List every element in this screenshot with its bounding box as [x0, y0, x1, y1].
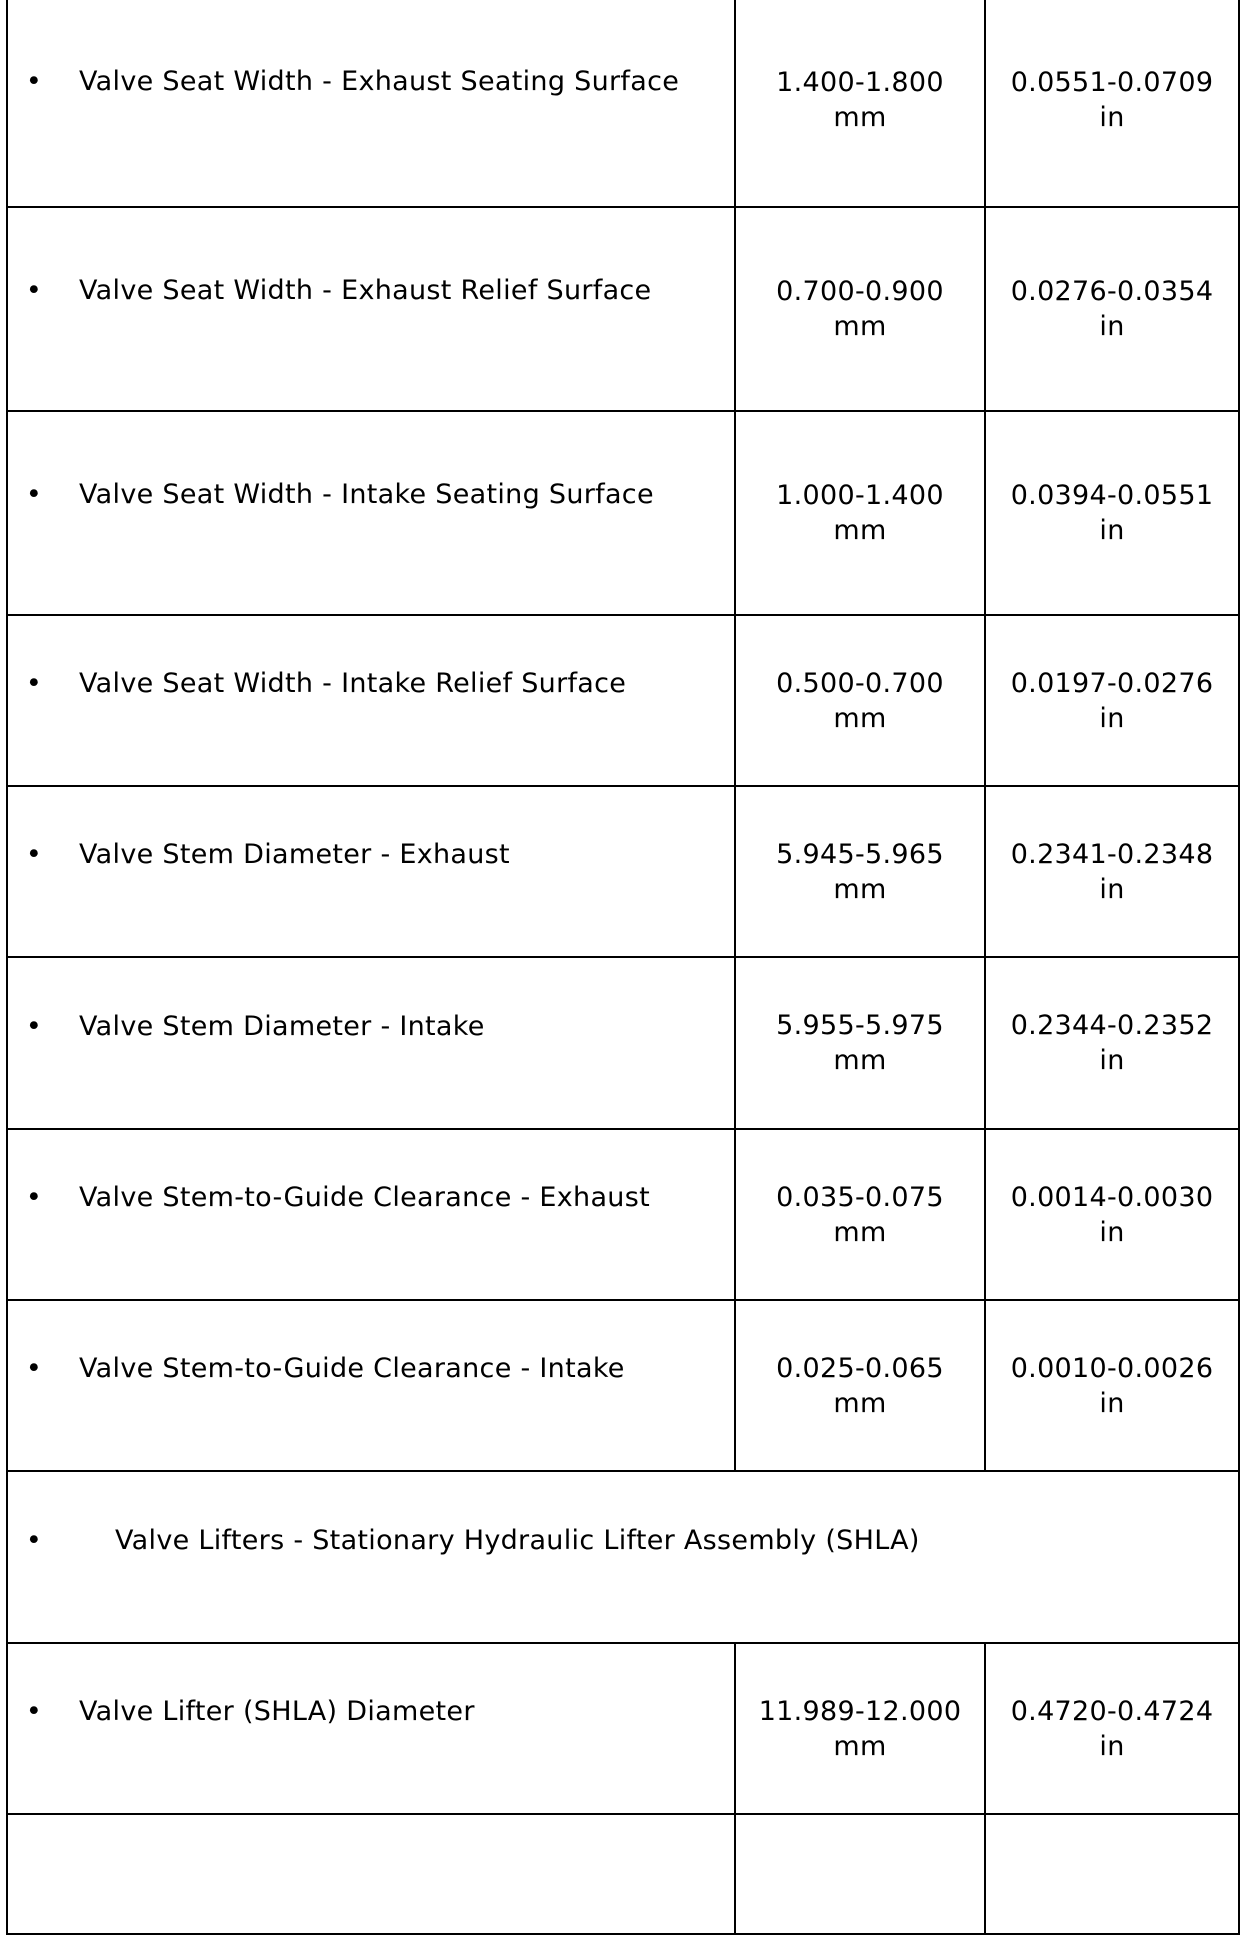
imperial-unit: in — [1099, 702, 1125, 734]
imperial-unit: in — [1099, 1045, 1125, 1076]
metric-unit: mm — [833, 515, 887, 546]
imperial-value-cell — [985, 411, 1239, 615]
table-row — [7, 615, 1239, 786]
imperial-value-cell — [985, 0, 1239, 207]
imperial-value: 0.0276-0.0354 — [1010, 276, 1214, 307]
spec-description: Valve Stem Diameter - Intake — [79, 1010, 485, 1042]
section-heading-row — [7, 1471, 1239, 1643]
metric-unit: mm — [833, 1387, 887, 1419]
spec-description: Valve Seat Width - Exhaust Seating Surface — [79, 66, 680, 97]
imperial-unit: in — [1099, 515, 1125, 546]
section-heading: Valve Lifters - Stationary Hydraulic Lifter Assembly (SHLA) — [115, 1524, 920, 1556]
metric-value: 11.989-12.000 — [758, 1695, 962, 1727]
imperial-value-cell — [985, 1300, 1239, 1471]
metric-value-cell — [735, 786, 985, 957]
imperial-value-cell — [985, 1643, 1239, 1814]
imperial-value: 0.0010-0.0026 — [1010, 1352, 1214, 1384]
imperial-value: 0.4720-0.4724 — [1010, 1695, 1214, 1727]
spec-description: Valve Seat Width - Exhaust Relief Surface — [79, 275, 652, 306]
spec-description-cell — [7, 207, 735, 411]
metric-value-cell — [735, 207, 985, 411]
section-heading-cell — [7, 1471, 1239, 1643]
metric-value-cell — [735, 1129, 985, 1300]
bullet-icon: • — [25, 668, 43, 699]
metric-unit: mm — [833, 1045, 887, 1076]
imperial-value-cell — [985, 615, 1239, 786]
imperial-value-cell — [985, 957, 1239, 1129]
table-row — [7, 1129, 1239, 1300]
imperial-unit: in — [1099, 102, 1125, 133]
metric-value-cell — [735, 957, 985, 1129]
metric-value: 1.000-1.400 — [776, 480, 944, 511]
table-row — [7, 786, 1239, 957]
spec-description-cell — [7, 411, 735, 615]
bullet-icon: • — [25, 1696, 43, 1727]
bullet-icon: • — [25, 479, 43, 510]
spec-description-cell — [7, 1129, 735, 1300]
spec-description: Valve Stem-to-Guide Clearance - Intake — [79, 1353, 625, 1384]
spec-description: Valve Seat Width - Intake Relief Surface — [79, 668, 627, 699]
metric-value-cell — [735, 1643, 985, 1814]
empty-cell — [735, 1814, 985, 1934]
metric-value: 0.025-0.065 — [776, 1352, 944, 1384]
metric-unit: mm — [833, 873, 887, 905]
spec-description-cell — [7, 615, 735, 786]
bullet-icon: • — [25, 1353, 43, 1384]
bullet-icon: • — [25, 1182, 43, 1213]
imperial-unit: in — [1099, 311, 1125, 342]
imperial-value-cell — [985, 786, 1239, 957]
metric-unit: mm — [833, 1730, 887, 1762]
spec-description: Valve Stem Diameter - Exhaust — [79, 839, 510, 870]
bullet-icon: • — [25, 1010, 43, 1042]
spec-table — [6, 0, 1240, 1935]
imperial-unit: in — [1099, 1216, 1125, 1248]
table-row — [7, 1300, 1239, 1471]
imperial-unit: in — [1099, 1730, 1125, 1762]
imperial-value: 0.0394-0.0551 — [1010, 480, 1214, 511]
metric-value: 0.035-0.075 — [776, 1181, 944, 1213]
imperial-value: 0.2341-0.2348 — [1010, 838, 1214, 870]
metric-unit: mm — [833, 102, 887, 133]
imperial-unit: in — [1099, 873, 1125, 905]
metric-unit: mm — [833, 311, 887, 342]
metric-value-cell — [735, 1300, 985, 1471]
metric-unit: mm — [833, 1216, 887, 1248]
spec-description: Valve Lifter (SHLA) Diameter — [79, 1696, 475, 1727]
imperial-unit: in — [1099, 1387, 1125, 1419]
metric-value-cell — [735, 411, 985, 615]
spec-description-cell — [7, 786, 735, 957]
metric-value: 0.500-0.700 — [776, 667, 944, 699]
metric-value: 5.955-5.975 — [776, 1010, 944, 1041]
bullet-icon: • — [25, 66, 43, 97]
imperial-value: 0.0014-0.0030 — [1010, 1181, 1214, 1213]
spec-description: Valve Stem-to-Guide Clearance - Exhaust — [79, 1182, 650, 1213]
empty-cell — [7, 1814, 735, 1934]
table-row — [7, 957, 1239, 1129]
empty-cell — [985, 1814, 1239, 1934]
imperial-value: 0.0197-0.0276 — [1010, 667, 1214, 699]
spec-description-cell — [7, 1300, 735, 1471]
metric-value: 0.700-0.900 — [776, 276, 944, 307]
imperial-value-cell — [985, 207, 1239, 411]
bullet-icon: • — [25, 1524, 43, 1556]
table-row — [7, 207, 1239, 411]
metric-value: 1.400-1.800 — [776, 67, 944, 98]
spec-description-cell — [7, 957, 735, 1129]
metric-value: 5.945-5.965 — [776, 838, 944, 870]
metric-unit: mm — [833, 702, 887, 734]
imperial-value-cell — [985, 1129, 1239, 1300]
spec-description-cell — [7, 0, 735, 207]
metric-value-cell — [735, 615, 985, 786]
spec-description-cell — [7, 1643, 735, 1814]
imperial-value: 0.0551-0.0709 — [1010, 67, 1214, 98]
spec-description: Valve Seat Width - Intake Seating Surface — [79, 479, 654, 510]
bullet-icon: • — [25, 275, 43, 306]
table-row-partial — [7, 1814, 1239, 1934]
table-row — [7, 411, 1239, 615]
imperial-value: 0.2344-0.2352 — [1010, 1010, 1214, 1041]
metric-value-cell — [735, 0, 985, 207]
bullet-icon: • — [25, 839, 43, 870]
table-row — [7, 1643, 1239, 1814]
table-row — [7, 0, 1239, 207]
